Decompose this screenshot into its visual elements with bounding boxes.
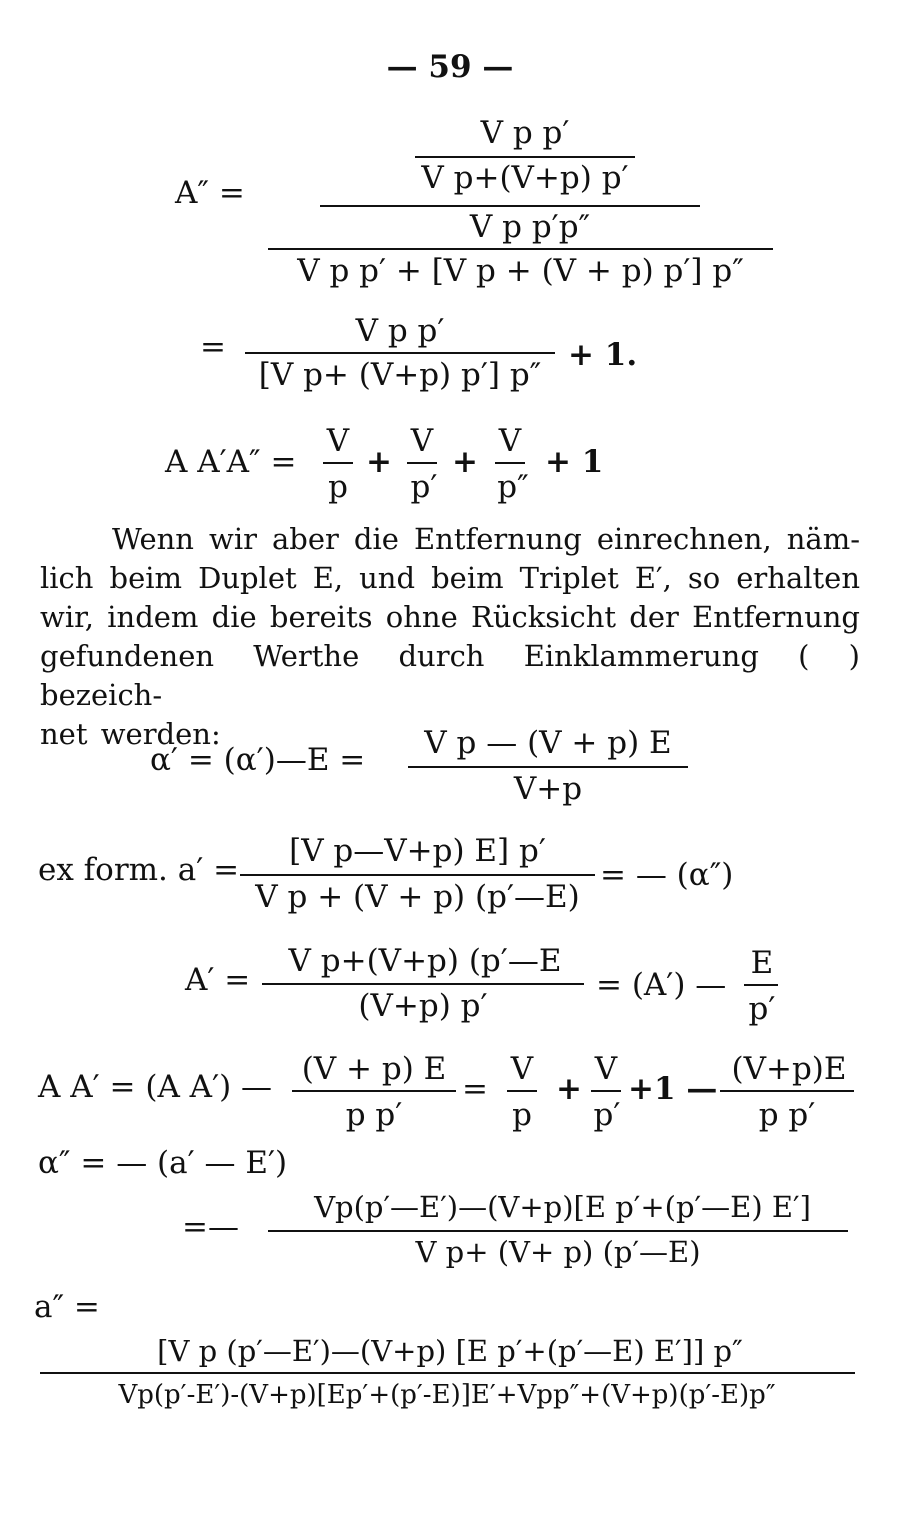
eq-lhs: A A′ = (A A′) — bbox=[38, 1069, 273, 1105]
inner-denominator-numerator: V p p′p″ bbox=[469, 209, 591, 245]
denominator: V p + (V + p) (p′—E) bbox=[255, 879, 580, 915]
eq-lhs: α′ = (α′)—E = bbox=[150, 742, 366, 778]
fraction-bar bbox=[40, 1372, 855, 1374]
plus-sign: + bbox=[452, 444, 478, 480]
frac2-denominator: p bbox=[512, 1097, 532, 1133]
fraction-bar bbox=[320, 205, 700, 207]
frac3-denominator: p″ bbox=[497, 469, 529, 505]
eq-lhs: =— bbox=[182, 1209, 239, 1245]
frac3-denominator: p′ bbox=[593, 1097, 621, 1133]
page-number: — 59 — bbox=[386, 49, 514, 85]
eq-mid: +1 — bbox=[628, 1071, 718, 1107]
numerator: Vp(p′—E′)—(V+p)[E p′+(p′—E) E′] bbox=[314, 1190, 811, 1224]
inner-numerator-denominator: V p+(V+p) p′ bbox=[421, 160, 629, 196]
fraction-bar bbox=[744, 984, 778, 986]
paragraph-line: gefundenen Werthe durch Einklammerung ( ) bezeich- bbox=[40, 639, 860, 712]
fraction-bar bbox=[591, 1090, 621, 1092]
frac1-numerator: (V + p) E bbox=[301, 1051, 447, 1087]
plus-sign: + bbox=[366, 444, 392, 480]
denominator: (V+p) p′ bbox=[358, 988, 488, 1024]
frac2-numerator: V bbox=[510, 1051, 534, 1087]
frac3-numerator: V bbox=[498, 423, 522, 459]
denominator: V p+ (V+ p) (p′—E) bbox=[415, 1235, 701, 1269]
frac-denominator: p′ bbox=[748, 991, 776, 1027]
main-denominator: V p p′ + [V p + (V + p) p′] p″ bbox=[297, 253, 744, 289]
fraction-bar bbox=[323, 462, 353, 464]
tail-term: + 1 bbox=[545, 444, 604, 480]
paragraph-line: lich beim Duplet E, und beim Triplet E′, so erhalten bbox=[40, 561, 860, 595]
fraction-bar bbox=[407, 462, 437, 464]
paragraph-line: net werden: bbox=[40, 717, 221, 751]
fraction-bar bbox=[240, 874, 595, 876]
frac2-denominator: p′ bbox=[410, 469, 438, 505]
numerator: V p — (V + p) E bbox=[424, 725, 672, 761]
main-fraction-bar bbox=[268, 248, 773, 250]
numerator: [V p (p′—E′)—(V+p) [E p′+(p′—E) E′]] p″ bbox=[157, 1334, 743, 1368]
frac1-denominator: p p′ bbox=[345, 1097, 403, 1133]
eq-line1: α″ = — (a′ — E′) bbox=[38, 1145, 288, 1181]
plus-sign: + bbox=[556, 1071, 582, 1107]
eq-lhs: A″ = bbox=[175, 175, 245, 211]
numerator: V p+(V+p) (p′—E bbox=[288, 943, 562, 979]
eq-lhs: a″ = bbox=[34, 1289, 100, 1325]
frac1-numerator: V bbox=[326, 423, 350, 459]
fraction-bar bbox=[415, 156, 635, 158]
fraction-bar bbox=[495, 462, 525, 464]
tail-term: + 1. bbox=[568, 337, 638, 373]
numerator: V p p′ bbox=[355, 313, 445, 349]
denominator: Vp(p′-E′)-(V+p)[Ep′+(p′-E)]E′+Vpp″+(V+p)(p′-E)p″ bbox=[118, 1380, 776, 1410]
inner-numerator-numerator: V p p′ bbox=[480, 115, 570, 151]
equals-sign: = bbox=[462, 1071, 488, 1107]
paragraph-line: Wenn wir aber die Entfernung einrechnen, näm- bbox=[112, 522, 860, 556]
paragraph-line: wir, indem die bereits ohne Rücksicht der Entfernung bbox=[40, 600, 860, 634]
eq-rhs: = — (α″) bbox=[600, 857, 734, 893]
equals-sign: = bbox=[200, 329, 226, 365]
fraction-bar bbox=[268, 1230, 848, 1232]
denominator: [V p+ (V+p) p′] p″ bbox=[258, 357, 542, 393]
frac2-numerator: V bbox=[410, 423, 434, 459]
frac-numerator: E bbox=[750, 945, 774, 981]
fraction-bar bbox=[507, 1090, 537, 1092]
eq-lhs: ex form. a′ = bbox=[38, 852, 240, 888]
denominator: V+p bbox=[513, 771, 583, 807]
numerator: [V p—V+p) E] p′ bbox=[289, 833, 546, 869]
frac4-denominator: p p′ bbox=[758, 1097, 816, 1133]
body-paragraph bbox=[40, 520, 860, 754]
fraction-bar bbox=[292, 1090, 456, 1092]
fraction-bar bbox=[245, 352, 555, 354]
fraction-bar bbox=[262, 983, 584, 985]
eq-lhs: A′ = bbox=[185, 962, 251, 998]
fraction-bar bbox=[720, 1090, 854, 1092]
frac3-numerator: V bbox=[594, 1051, 618, 1087]
fraction-bar bbox=[408, 766, 688, 768]
eq-lhs: A A′A″ = bbox=[165, 444, 297, 480]
frac4-numerator: (V+p)E bbox=[731, 1051, 847, 1087]
eq-mid: = (A′) — bbox=[596, 967, 727, 1003]
frac1-denominator: p bbox=[328, 469, 348, 505]
